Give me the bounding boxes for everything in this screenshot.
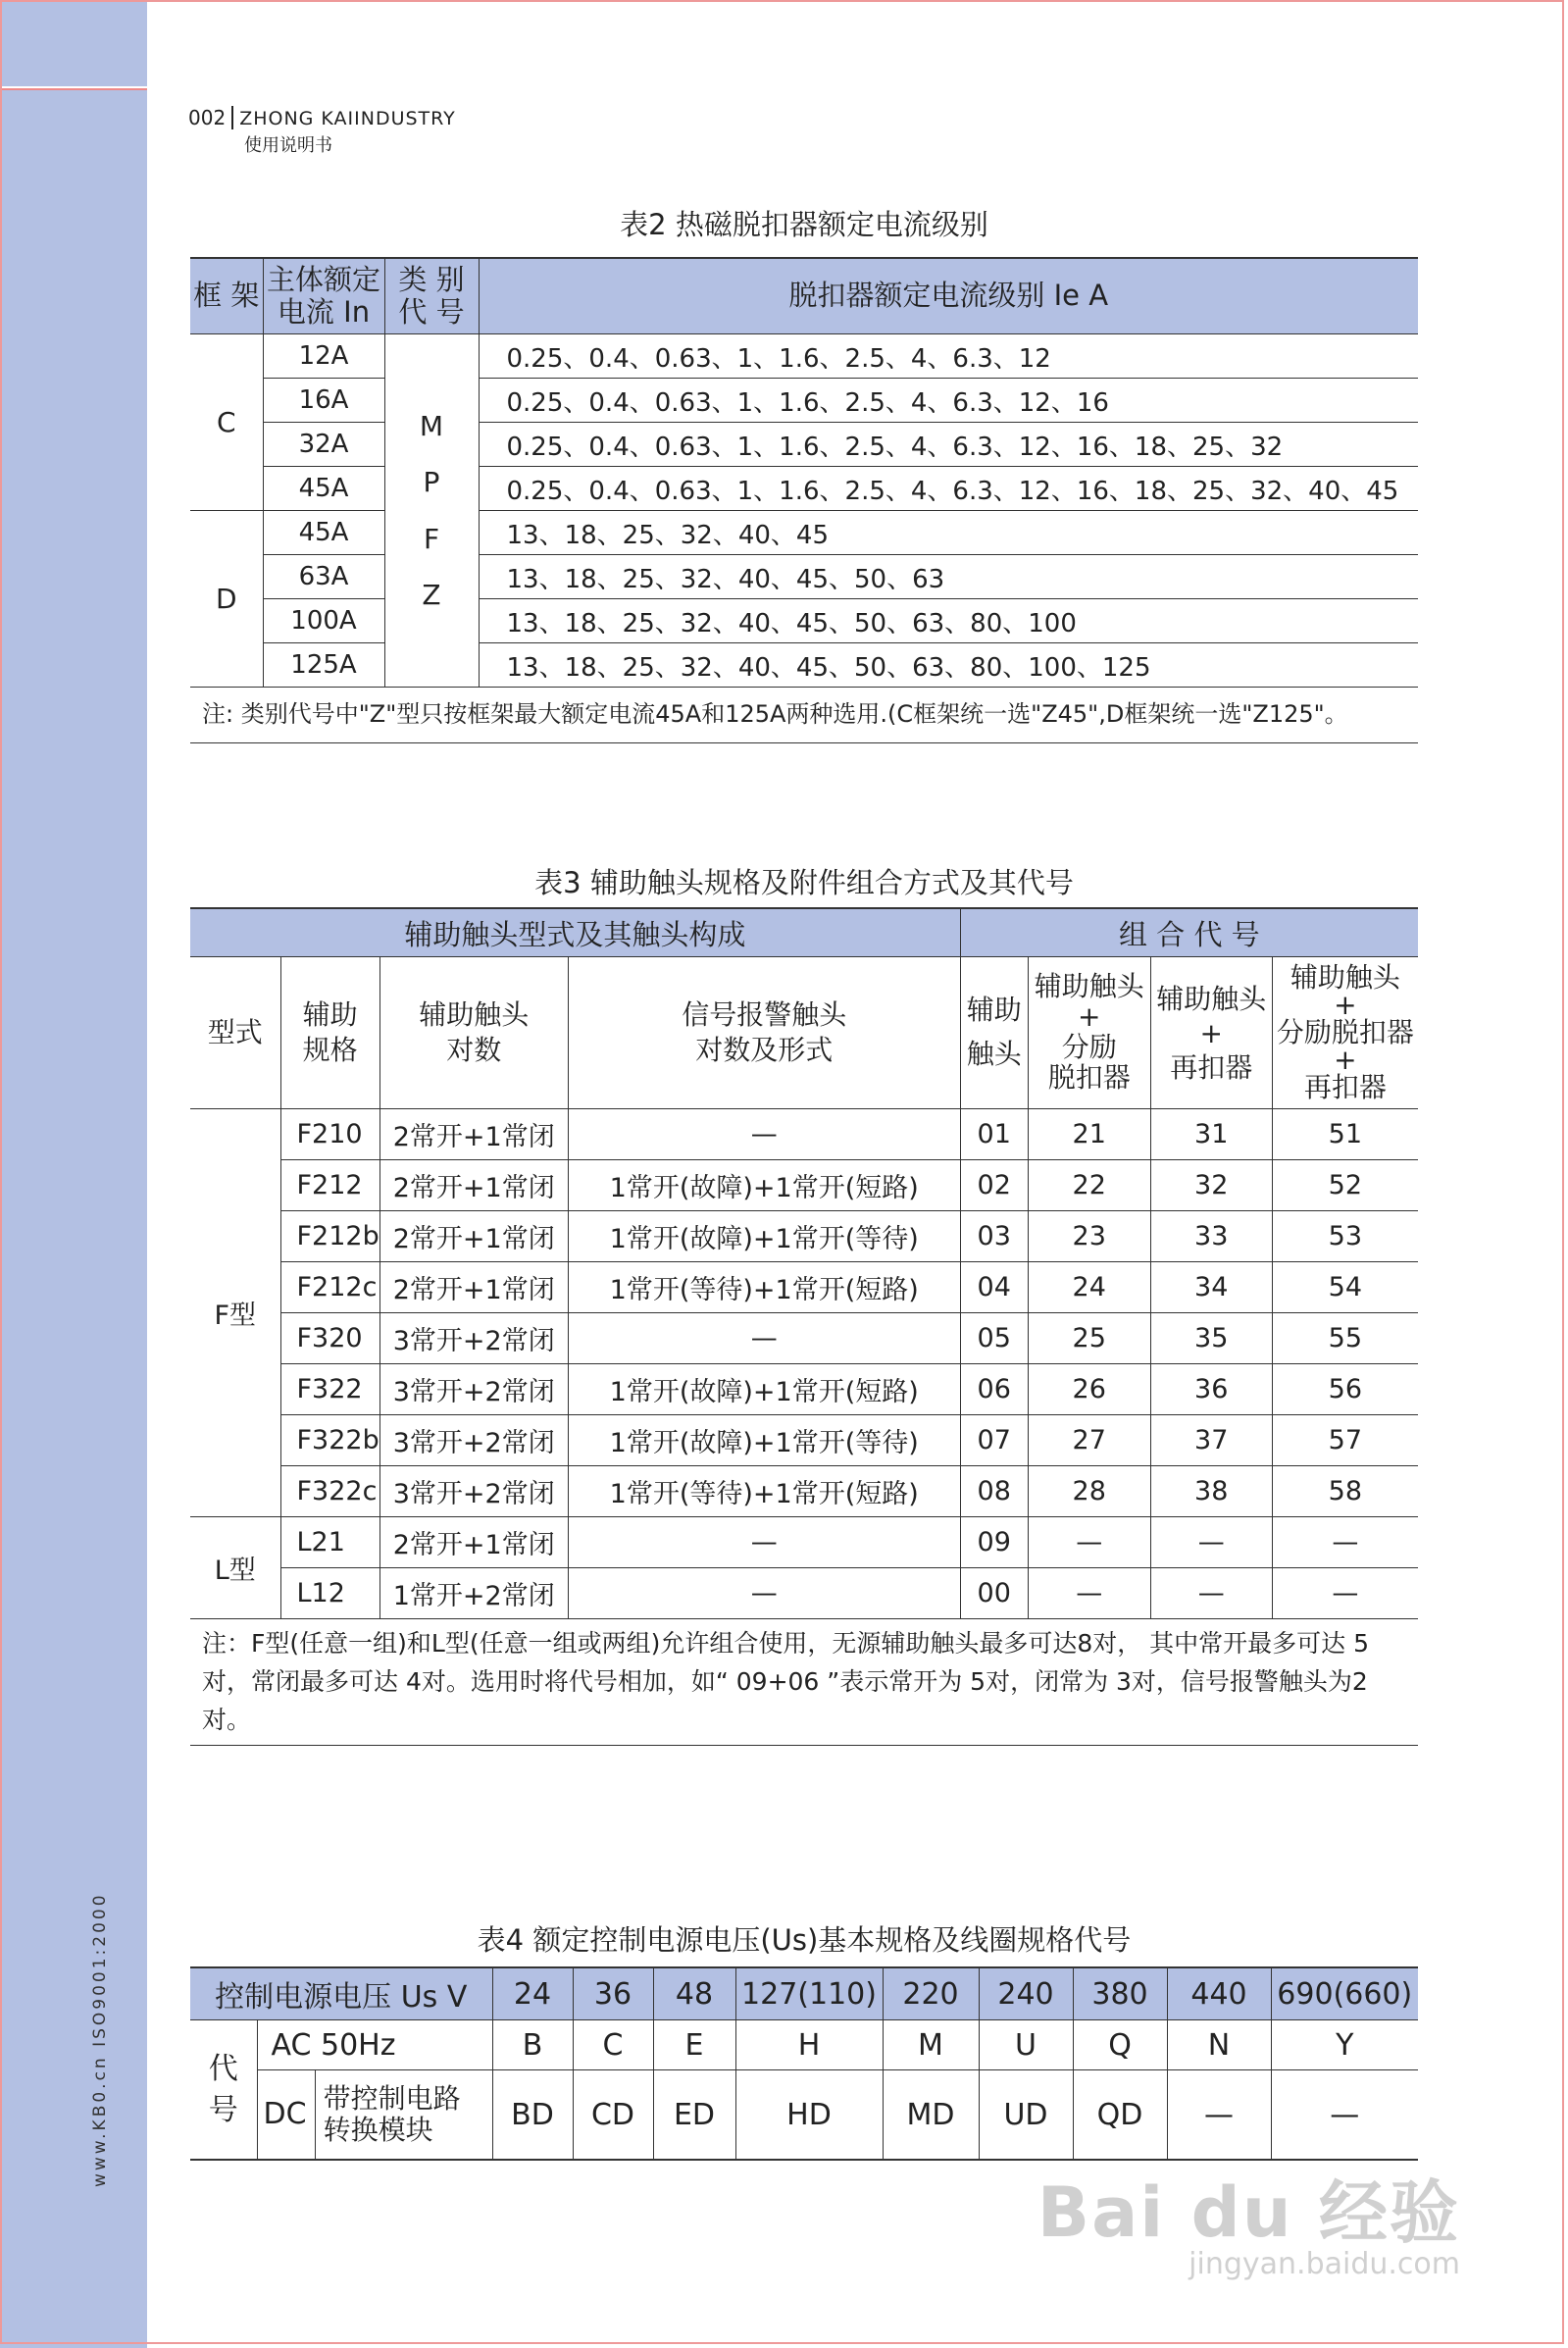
- baidu-watermark: [1037, 2158, 1460, 2281]
- table-cell: 05: [960, 1313, 1028, 1364]
- rated-current: 45A: [263, 467, 384, 511]
- table3-header: 辅助触头 + 再扣器: [1150, 957, 1272, 1109]
- table4-header-row: [190, 1967, 1418, 2020]
- table-cell: 54: [1272, 1262, 1418, 1313]
- table-row: [190, 1313, 1418, 1364]
- table2-header: 框 架: [190, 258, 263, 334]
- table-cell: —: [1028, 1568, 1150, 1619]
- table-row: [190, 555, 1418, 599]
- type-cell: F型: [190, 1109, 280, 1517]
- table-cell: 2常开+1常闭: [379, 1160, 568, 1211]
- table-row: [190, 1466, 1418, 1517]
- table-cell: —: [568, 1568, 960, 1619]
- table2-caption: 表2 热磁脱扣器额定电流级别: [620, 208, 988, 241]
- table-cell: L12: [280, 1568, 379, 1619]
- table-cell: 21: [1028, 1109, 1150, 1160]
- table-cell: 2常开+1常闭: [379, 1109, 568, 1160]
- ac-code: Y: [1271, 2020, 1418, 2070]
- dc-label-cell: [257, 2070, 492, 2161]
- voltage-label: 控制电源电压 Us V: [190, 1967, 492, 2020]
- table-row: [190, 467, 1418, 511]
- table-row: [190, 1517, 1418, 1568]
- table-cell: 28: [1028, 1466, 1150, 1517]
- table-row: [190, 379, 1418, 423]
- table-row: [190, 334, 1418, 379]
- table-cell: —: [1272, 1517, 1418, 1568]
- table-cell: 1常开+2常闭: [379, 1568, 568, 1619]
- table-cell: F322c: [280, 1466, 379, 1517]
- dc-code: —: [1167, 2070, 1271, 2161]
- voltage: 690(660): [1271, 1967, 1418, 2020]
- table-row: [190, 1415, 1418, 1466]
- dc-code: ED: [653, 2070, 735, 2161]
- current-levels: 0.25、0.4、0.63、1、1.6、2.5、4、6.3、12、16、18、25、32: [479, 423, 1418, 467]
- group-header-left: 辅助触头型式及其触头构成: [190, 908, 960, 957]
- table2: [190, 257, 1418, 743]
- table4: [190, 1966, 1418, 2161]
- type-cell: L型: [190, 1517, 280, 1619]
- brand-name: ZHONG KAIINDUSTRY: [239, 108, 456, 129]
- table-cell: 55: [1272, 1313, 1418, 1364]
- table-cell: 34: [1150, 1262, 1272, 1313]
- table-row: [190, 1364, 1418, 1415]
- table-cell: F212c: [280, 1262, 379, 1313]
- table-cell: —: [1150, 1517, 1272, 1568]
- table-cell: 1常开(故障)+1常开(等待): [568, 1415, 960, 1466]
- table-cell: —: [568, 1109, 960, 1160]
- current-levels: 13、18、25、32、40、45: [479, 511, 1418, 555]
- table3: [190, 907, 1418, 1746]
- table-cell: 08: [960, 1466, 1028, 1517]
- table-cell: 37: [1150, 1415, 1272, 1466]
- current-levels: 13、18、25、32、40、45、50、63、80、100: [479, 599, 1418, 643]
- table-row: [190, 643, 1418, 688]
- table3-header: 辅助触头 + 分励脱扣器 + 再扣器: [1272, 957, 1418, 1109]
- table-cell: 01: [960, 1109, 1028, 1160]
- table-cell: —: [568, 1517, 960, 1568]
- table-cell: —: [1272, 1568, 1418, 1619]
- dc-code: BD: [492, 2070, 573, 2161]
- table-cell: 56: [1272, 1364, 1418, 1415]
- table3-header: 型式: [190, 957, 280, 1109]
- table-cell: 3常开+2常闭: [379, 1313, 568, 1364]
- table-cell: 35: [1150, 1313, 1272, 1364]
- table3-header: 辅助触头 对数: [379, 957, 568, 1109]
- table-cell: —: [1028, 1517, 1150, 1568]
- table-cell: 31: [1150, 1109, 1272, 1160]
- table-cell: 1常开(等待)+1常开(短路): [568, 1466, 960, 1517]
- table-row: [190, 1109, 1418, 1160]
- table-row: [190, 511, 1418, 555]
- frame-d: D: [190, 511, 263, 688]
- table-cell: F322b: [280, 1415, 379, 1466]
- current-levels: 0.25、0.4、0.63、1、1.6、2.5、4、6.3、12、16、18、25、32、40、45: [479, 467, 1418, 511]
- dc-code: —: [1271, 2070, 1418, 2161]
- table-cell: 23: [1028, 1211, 1150, 1262]
- table-row: [190, 1211, 1418, 1262]
- table-row: [190, 1160, 1418, 1211]
- dc-code: MD: [883, 2070, 979, 2161]
- table-cell: 3常开+2常闭: [379, 1466, 568, 1517]
- table2-header-row: [190, 258, 1418, 334]
- table-cell: 03: [960, 1211, 1028, 1262]
- table3-body: [190, 1109, 1418, 1619]
- current-levels: 0.25、0.4、0.63、1、1.6、2.5、4、6.3、12: [479, 334, 1418, 379]
- header-subtitle: 使用说明书: [244, 135, 332, 156]
- table-cell: 33: [1150, 1211, 1272, 1262]
- ac-row: [190, 2020, 1418, 2070]
- table-cell: 06: [960, 1364, 1028, 1415]
- table-cell: 3常开+2常闭: [379, 1364, 568, 1415]
- table-cell: 53: [1272, 1211, 1418, 1262]
- table-cell: 1常开(故障)+1常开(短路): [568, 1364, 960, 1415]
- ac-code: Q: [1073, 2020, 1167, 2070]
- table2-header: 脱扣器额定电流级别 Ie A: [479, 258, 1418, 334]
- current-levels: 0.25、0.4、0.63、1、1.6、2.5、4、6.3、12、16: [479, 379, 1418, 423]
- table-row: [190, 1262, 1418, 1313]
- rated-current: 100A: [263, 599, 384, 643]
- table2-header: 类 别 代 号: [384, 258, 479, 334]
- rated-current: 16A: [263, 379, 384, 423]
- voltage: 440: [1167, 1967, 1271, 2020]
- current-levels: 13、18、25、32、40、45、50、63: [479, 555, 1418, 599]
- dc-sub-label: 带控制电路 转换模块: [323, 2081, 461, 2146]
- table3-caption: 表3 辅助触头规格及附件组合方式及其代号: [534, 866, 1074, 899]
- table-cell: F210: [280, 1109, 379, 1160]
- table-cell: 02: [960, 1160, 1028, 1211]
- table-cell: 38: [1150, 1466, 1272, 1517]
- table-cell: 09: [960, 1517, 1028, 1568]
- voltage: 48: [653, 1967, 735, 2020]
- table-cell: F322: [280, 1364, 379, 1415]
- table3-header: 辅助触头 + 分励 脱扣器: [1028, 957, 1150, 1109]
- table-row: [190, 1568, 1418, 1619]
- page-header: [188, 106, 456, 156]
- table-row: [190, 599, 1418, 643]
- table2-note: 注: 类别代号中"Z"型只按框架最大额定电流45A和125A两种选用.(C框架统一选"Z45",D框架统一选"Z125"。: [190, 688, 1418, 743]
- ac-code: H: [735, 2020, 883, 2070]
- sidebar-text: www.KB0.cn ISO9001:2000: [90, 1892, 110, 2187]
- ac-code: C: [573, 2020, 653, 2070]
- table-cell: 57: [1272, 1415, 1418, 1466]
- frame-c: C: [190, 334, 263, 511]
- table-cell: 1常开(等待)+1常开(短路): [568, 1262, 960, 1313]
- dc-code: QD: [1073, 2070, 1167, 2161]
- table-cell: F320: [280, 1313, 379, 1364]
- table3-header: 辅助 触头: [960, 957, 1028, 1109]
- table-cell: 07: [960, 1415, 1028, 1466]
- rated-current: 63A: [263, 555, 384, 599]
- table-cell: 04: [960, 1262, 1028, 1313]
- table4-caption: 表4 额定控制电源电压(Us)基本规格及线圈规格代号: [477, 1923, 1132, 1957]
- table-cell: 32: [1150, 1160, 1272, 1211]
- table-cell: 58: [1272, 1466, 1418, 1517]
- page-number: 002: [188, 106, 233, 129]
- voltage: 220: [883, 1967, 979, 2020]
- dc-code: CD: [573, 2070, 653, 2161]
- ac-code: B: [492, 2020, 573, 2070]
- rated-current: 32A: [263, 423, 384, 467]
- table-cell: L21: [280, 1517, 379, 1568]
- table-cell: 26: [1028, 1364, 1150, 1415]
- table-cell: 00: [960, 1568, 1028, 1619]
- ac-code: U: [979, 2020, 1073, 2070]
- table-cell: F212: [280, 1160, 379, 1211]
- table3-header: 信号报警触头 对数及形式: [568, 957, 960, 1109]
- table3-note: 注：F型(任意一组)和L型(任意一组或两组)允许组合使用，无源辅助触头最多可达8对， 其中常开最多可达 5对，常闭最多可达 4对。选用时将代号相加，如“ 09+06 ”表示常开为 5对，闭常为 3对，信号报警触头为2对。: [190, 1619, 1418, 1746]
- voltage: 127(110): [735, 1967, 883, 2020]
- current-levels: 13、18、25、32、40、45、50、63、80、100、125: [479, 643, 1418, 688]
- rated-current: 12A: [263, 334, 384, 379]
- table-cell: 24: [1028, 1262, 1150, 1313]
- dc-row: [190, 2070, 1418, 2161]
- table3-header-row: [190, 957, 1418, 1109]
- voltage: 240: [979, 1967, 1073, 2020]
- table-cell: 1常开(故障)+1常开(等待): [568, 1211, 960, 1262]
- voltage: 380: [1073, 1967, 1167, 2020]
- rated-current: 125A: [263, 643, 384, 688]
- table-cell: 51: [1272, 1109, 1418, 1160]
- dc-code: HD: [735, 2070, 883, 2161]
- table-cell: 36: [1150, 1364, 1272, 1415]
- table-cell: 1常开(故障)+1常开(短路): [568, 1160, 960, 1211]
- table-cell: 27: [1028, 1415, 1150, 1466]
- table-cell: 2常开+1常闭: [379, 1262, 568, 1313]
- ac-code: E: [653, 2020, 735, 2070]
- group-header-right: 组 合 代 号: [960, 908, 1418, 957]
- watermark-logo: Bai du 经验: [1037, 2172, 1460, 2253]
- table-cell: —: [568, 1313, 960, 1364]
- dc-code: UD: [979, 2070, 1073, 2161]
- table-cell: 2常开+1常闭: [379, 1211, 568, 1262]
- table3-group-header: [190, 908, 1418, 957]
- table3-header: 辅助 规格: [280, 957, 379, 1109]
- ac-label: AC 50Hz: [257, 2020, 492, 2070]
- table2-header: 主体额定 电流 In: [263, 258, 384, 334]
- table-cell: —: [1150, 1568, 1272, 1619]
- table-cell: F212b: [280, 1211, 379, 1262]
- rated-current: 45A: [263, 511, 384, 555]
- code-label: 代 号: [190, 2020, 257, 2161]
- table-cell: 25: [1028, 1313, 1150, 1364]
- table-cell: 52: [1272, 1160, 1418, 1211]
- table-cell: 22: [1028, 1160, 1150, 1211]
- dc-label: DC: [264, 2070, 316, 2159]
- ac-code: N: [1167, 2020, 1271, 2070]
- category-codes: M P F Z: [384, 334, 479, 688]
- voltage: 36: [573, 1967, 653, 2020]
- table-cell: 3常开+2常闭: [379, 1415, 568, 1466]
- table-cell: 2常开+1常闭: [379, 1517, 568, 1568]
- table-row: [190, 423, 1418, 467]
- voltage: 24: [492, 1967, 573, 2020]
- watermark-url: jingyan.baidu.com: [1189, 2247, 1460, 2281]
- ac-code: M: [883, 2020, 979, 2070]
